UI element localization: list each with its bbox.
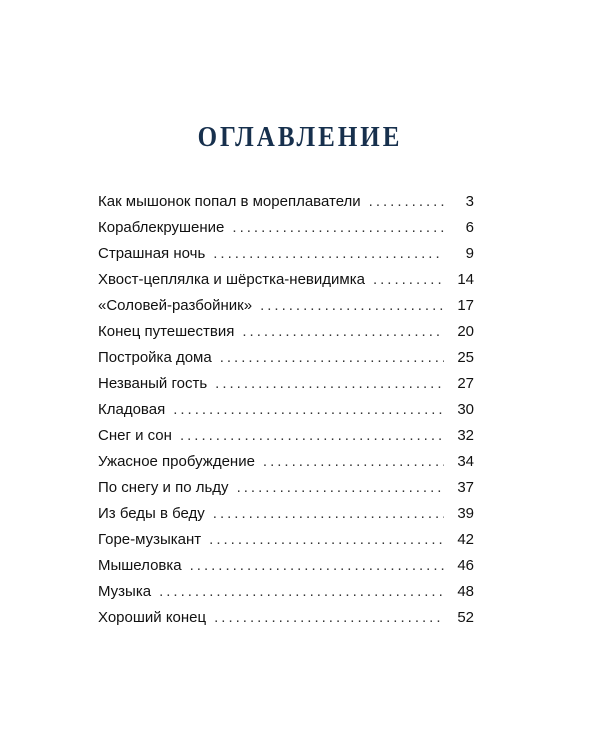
toc-entry[interactable] bbox=[98, 319, 474, 345]
toc-entry-page: 17 bbox=[457, 297, 474, 314]
toc-entry-page: 27 bbox=[457, 375, 474, 392]
toc-entry-page: 14 bbox=[457, 271, 474, 288]
toc-entry-page: 42 bbox=[457, 531, 474, 548]
dot-leader bbox=[209, 527, 444, 553]
toc-entry-page: 34 bbox=[457, 453, 474, 470]
toc-entry[interactable] bbox=[98, 553, 474, 579]
toc-entry[interactable] bbox=[98, 215, 474, 241]
toc-entry-title: Постройка дома bbox=[98, 349, 212, 366]
toc-entry-title: Кораблекрушение bbox=[98, 219, 225, 236]
toc-entry-page: 48 bbox=[457, 583, 474, 600]
toc-entry-title: Ужасное пробуждение bbox=[98, 453, 255, 470]
toc-entry-title: Страшная ночь bbox=[98, 245, 206, 262]
toc-entry-page: 32 bbox=[457, 427, 474, 444]
page-title: ОГЛАВЛЕНИЕ bbox=[197, 122, 403, 153]
toc-entry-title: Хвост-цеплялка и шёрстка-невидимка bbox=[98, 271, 365, 288]
toc-entry[interactable] bbox=[98, 267, 474, 293]
toc-entry[interactable] bbox=[98, 293, 474, 319]
toc-entry-title: Снег и сон bbox=[98, 427, 172, 444]
toc-entry-page: 6 bbox=[465, 219, 474, 236]
dot-leader bbox=[159, 579, 444, 605]
toc-entry[interactable] bbox=[98, 579, 474, 605]
toc-entry-page: 39 bbox=[457, 505, 474, 522]
toc-entry-title: Музыка bbox=[98, 583, 152, 600]
toc-entry-page: 9 bbox=[465, 245, 474, 262]
toc-entry-title: «Соловей-разбойник» bbox=[98, 297, 253, 314]
toc-entry-page: 37 bbox=[457, 479, 474, 496]
toc-entry-title: Как мышонок попал в мореплаватели bbox=[98, 193, 361, 210]
toc-entry-page: 46 bbox=[457, 557, 474, 574]
toc-entry-page: 20 bbox=[457, 323, 474, 340]
dot-leader bbox=[263, 449, 444, 475]
toc-entry[interactable] bbox=[98, 189, 474, 215]
toc-entry-page: 30 bbox=[457, 401, 474, 418]
dot-leader bbox=[180, 423, 444, 449]
toc-entry[interactable] bbox=[98, 449, 474, 475]
toc-entry[interactable] bbox=[98, 475, 474, 501]
dot-leader bbox=[173, 397, 444, 423]
dot-leader bbox=[237, 475, 444, 501]
toc-entry-page: 3 bbox=[465, 193, 474, 210]
dot-leader bbox=[260, 293, 444, 319]
toc-entry[interactable] bbox=[98, 605, 474, 631]
toc-entry[interactable] bbox=[98, 397, 474, 423]
dot-leader bbox=[214, 605, 444, 631]
dot-leader bbox=[215, 371, 444, 397]
dot-leader bbox=[213, 501, 444, 527]
toc-entry-title: Из беды в беду bbox=[98, 505, 205, 522]
dot-leader bbox=[373, 267, 444, 293]
dot-leader bbox=[190, 553, 444, 579]
dot-leader bbox=[242, 319, 444, 345]
toc-entry[interactable] bbox=[98, 345, 474, 371]
toc-entry[interactable] bbox=[98, 501, 474, 527]
toc-entry[interactable] bbox=[98, 241, 474, 267]
toc-entry-title: Кладовая bbox=[98, 401, 166, 418]
table-of-contents bbox=[98, 189, 474, 631]
toc-entry-title: По снегу и по льду bbox=[98, 479, 229, 496]
toc-entry[interactable] bbox=[98, 423, 474, 449]
toc-entry-title: Конец путешествия bbox=[98, 323, 235, 340]
toc-entry-title: Хороший конец bbox=[98, 609, 207, 626]
toc-entry-title: Горе-музыкант bbox=[98, 531, 202, 548]
toc-entry-page: 25 bbox=[457, 349, 474, 366]
dot-leader bbox=[220, 345, 444, 371]
toc-entry-title: Мышеловка bbox=[98, 557, 182, 574]
toc-entry-title: Незваный гость bbox=[98, 375, 208, 392]
dot-leader bbox=[232, 215, 444, 241]
dot-leader bbox=[369, 189, 444, 215]
toc-entry[interactable] bbox=[98, 527, 474, 553]
toc-entry-page: 52 bbox=[457, 609, 474, 626]
dot-leader bbox=[213, 241, 444, 267]
toc-entry[interactable] bbox=[98, 371, 474, 397]
